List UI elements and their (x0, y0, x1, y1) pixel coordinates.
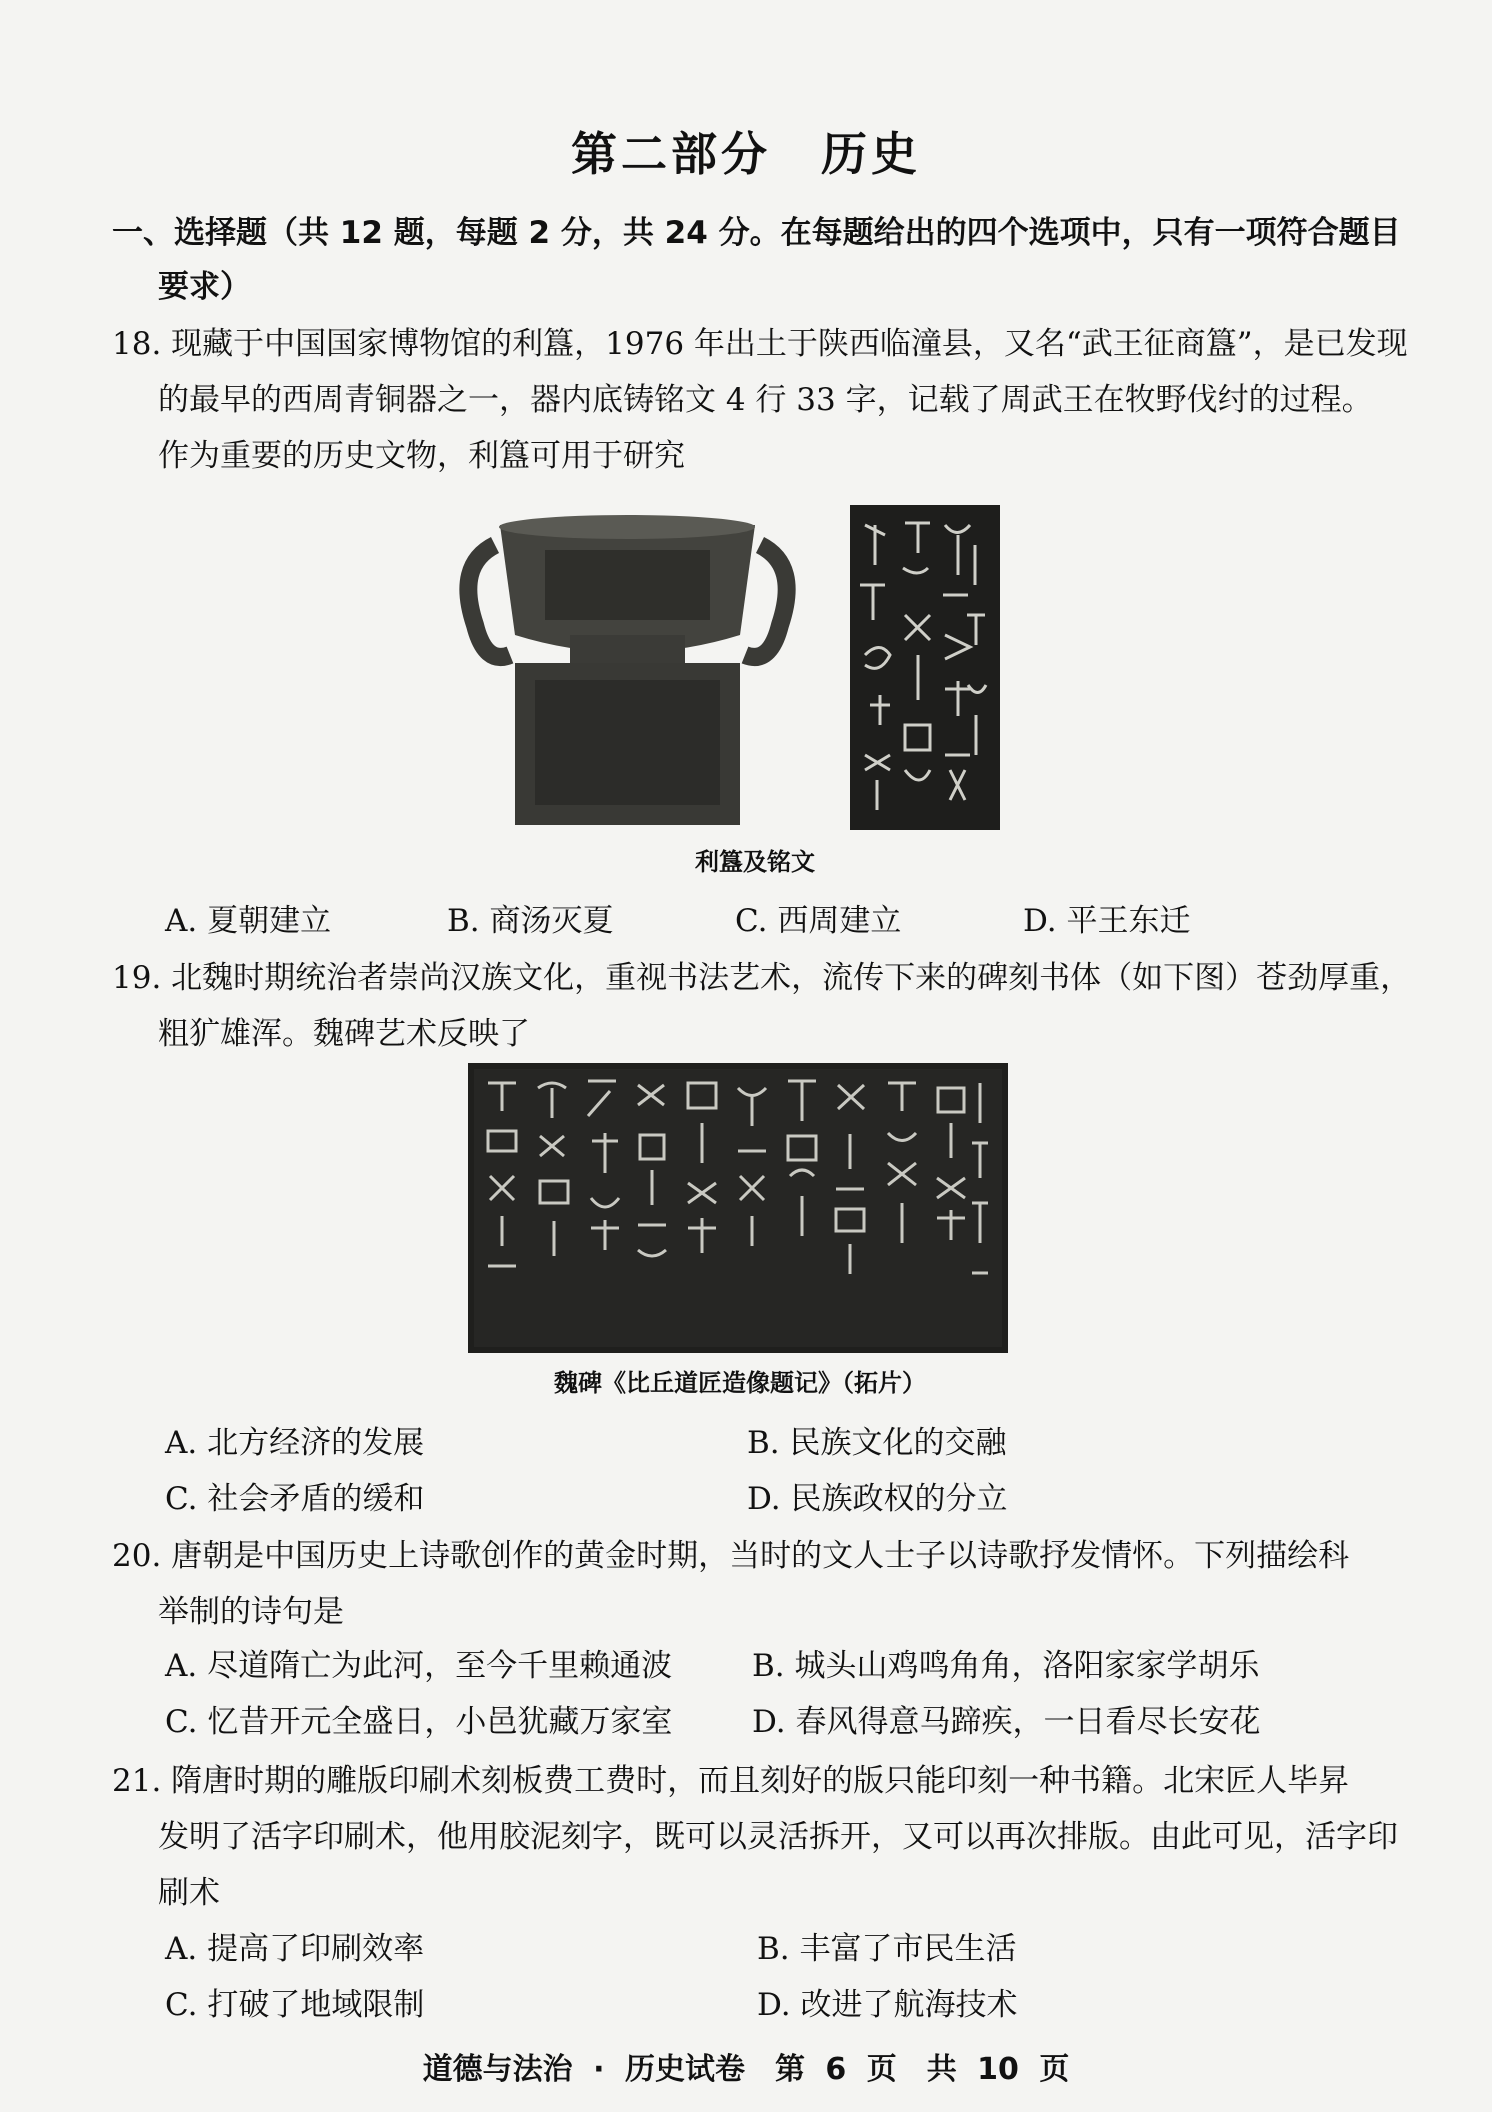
q21-option-b: B. 丰富了市民生活 (757, 1931, 1017, 1967)
ligui-images (455, 505, 1055, 835)
page-title: 第二部分 历史 (571, 127, 921, 181)
q18-option-c: C. 西周建立 (735, 903, 902, 939)
q21-option-a: A. 提高了印刷效率 (165, 1931, 425, 1967)
question-19-line1: 19. 北魏时期统治者崇尚汉族文化，重视书法艺术，流传下来的碑刻书体（如下图）苍劲厚重， (112, 960, 1412, 996)
q20-option-a: A. 尽道隋亡为此河，至今千里赖通波 (165, 1648, 673, 1684)
q19-option-c: C. 社会矛盾的缓和 (165, 1481, 425, 1517)
question-20-line1: 20. 唐朝是中国历史上诗歌创作的黄金时期，当时的文人士子以诗歌抒发情怀。下列描绘科 (112, 1538, 1350, 1574)
section-instructions-line2: 要求） (158, 269, 251, 305)
q20-option-d: D. 春风得意马蹄疾，一日看尽长安花 (752, 1704, 1261, 1740)
ligui-caption: 利簋及铭文 (695, 848, 815, 876)
question-19-line2: 粗犷雄浑。魏碑艺术反映了 (158, 1016, 530, 1052)
ligui-inscription-rubbing (850, 505, 1000, 830)
weibei-caption: 魏碑《比丘道匠造像题记》（拓片） (554, 1369, 926, 1397)
question-21-line2: 发明了活字印刷术，他用胶泥刻字，既可以灵活拆开，又可以再次排版。由此可见，活字印 (158, 1819, 1398, 1855)
q19-option-b: B. 民族文化的交融 (747, 1425, 1007, 1461)
question-21-line1: 21. 隋唐时期的雕版印刷术刻板费工费时，而且刻好的版只能印刻一种书籍。北宋匠人毕昇 (112, 1763, 1350, 1799)
question-18-line3: 作为重要的历史文物，利簋可用于研究 (158, 438, 685, 474)
q18-option-b: B. 商汤灭夏 (447, 903, 614, 939)
ligui-vessel-photo (455, 505, 800, 830)
weibei-rubbing-image (468, 1063, 1008, 1353)
q18-option-a: A. 夏朝建立 (165, 903, 332, 939)
q19-option-a: A. 北方经济的发展 (165, 1425, 425, 1461)
q20-option-c: C. 忆昔开元全盛日，小邑犹藏万家室 (165, 1704, 673, 1740)
q21-option-c: C. 打破了地域限制 (165, 1987, 425, 2023)
question-18-line1: 18. 现藏于中国国家博物馆的利簋，1976 年出土于陕西临潼县，又名“武王征商簋”，是已发现 (112, 326, 1408, 362)
q18-option-d: D. 平王东迁 (1023, 903, 1191, 939)
page-footer: 道德与法治 · 历史试卷 第 6 页 共 10 页 (422, 2052, 1070, 2087)
section-instructions-line1: 一、选择题（共 12 题，每题 2 分，共 24 分。在每题给出的四个选项中，只有一项符合题目 (112, 215, 1401, 251)
question-21-line3: 刷术 (158, 1875, 220, 1911)
q20-option-b: B. 城头山鸡鸣角角，洛阳家家学胡乐 (752, 1648, 1260, 1684)
question-20-line2: 举制的诗句是 (158, 1594, 344, 1630)
q19-option-d: D. 民族政权的分立 (747, 1481, 1008, 1517)
q21-option-d: D. 改进了航海技术 (757, 1987, 1018, 2023)
question-18-line2: 的最早的西周青铜器之一，器内底铸铭文 4 行 33 字，记载了周武王在牧野伐纣的过程。 (158, 382, 1373, 418)
